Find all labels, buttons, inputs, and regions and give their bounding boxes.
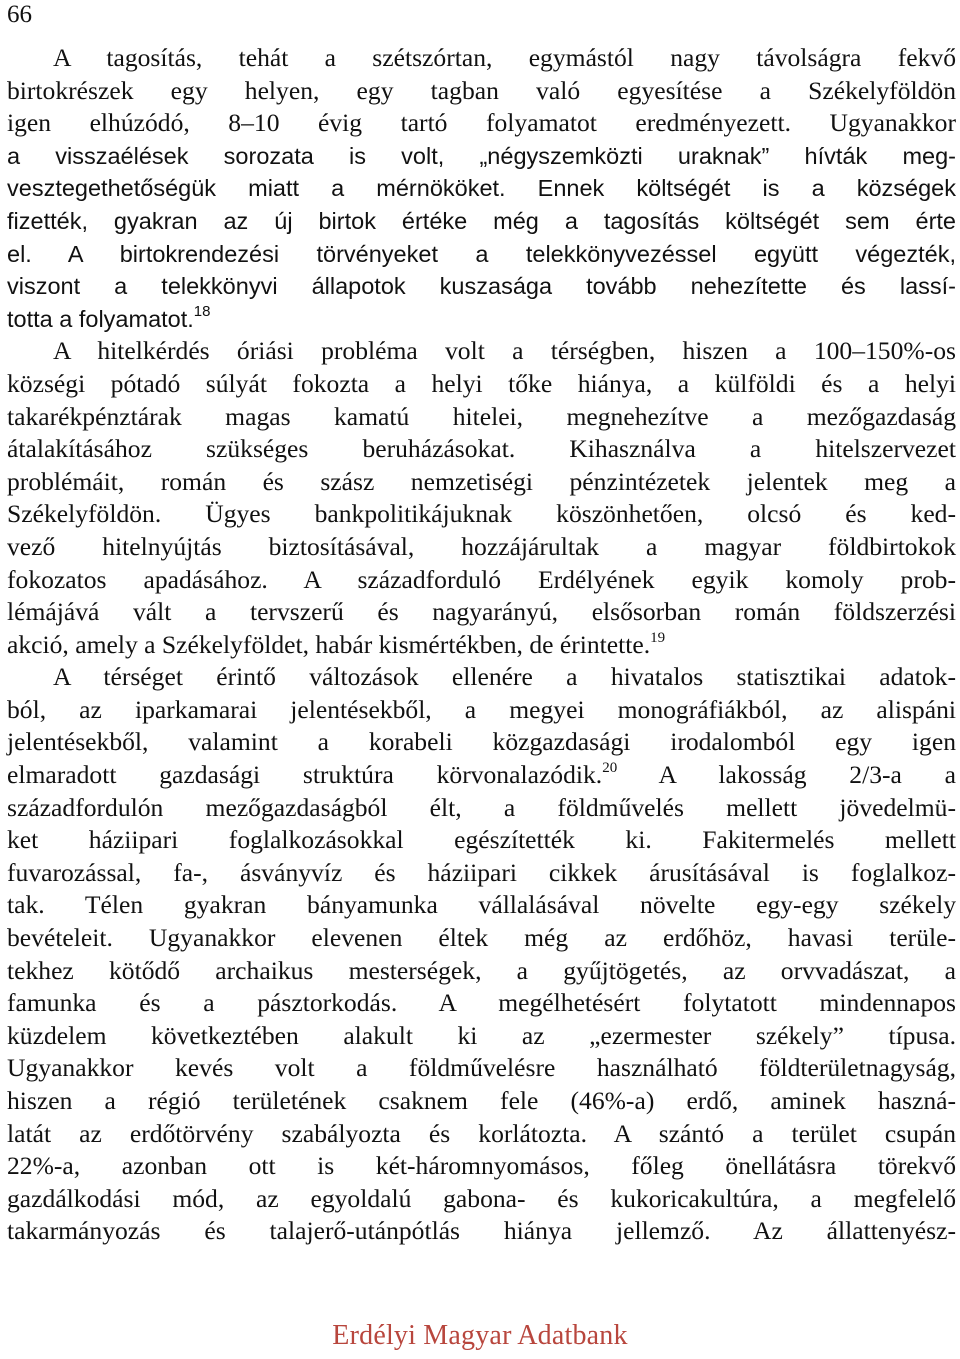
- text-line: [7, 42, 956, 75]
- line-text: famunka és a pásztorkodás. A megélhetésért folytatott mindennapos: [7, 988, 956, 1018]
- text-line: [7, 107, 956, 140]
- line-text: vező hitelnyújtás biztosításával, hozzájárultak a magyar földbirtokok: [7, 531, 956, 561]
- line-text: tekhez kötődő archaikus mesterségek, a gyűjtögetés, az orvvadászat, a: [7, 955, 956, 985]
- footnote-marker: 19: [650, 629, 666, 646]
- line-text: igen elhúzódó, 8–10 évig tartó folyamatot eredményezett. Ugyanakkor: [7, 108, 956, 138]
- line-text: Székelyföldön. Ügyes bankpolitikájuknak köszönhetően, olcsó és ked-: [7, 499, 956, 529]
- line-text: hiszen a régió területének csaknem fele (46%-a) erdő, aminek haszná-: [7, 1086, 956, 1115]
- text-line: [7, 401, 956, 434]
- text-line: [7, 1020, 956, 1053]
- line-text: el. A birtokrendezési törvényeket a telekkönyvezéssel együtt végezték,: [7, 240, 956, 267]
- page-number: 66: [7, 1, 32, 28]
- footnote-marker: 18: [193, 302, 211, 320]
- text-line: [7, 824, 956, 857]
- line-text: akció, amely a Székelyföldet, habár kismértékben, de érintette.: [7, 629, 651, 659]
- line-text: birtokrészek egy helyen, egy tagban való egyesítése a Székelyföldön: [7, 75, 956, 105]
- line-text: A hitelkérdés óriási probléma volt a térségben, hiszen a 100–150%-os: [53, 336, 956, 366]
- line-text: problémáit, román és szász nemzetiségi pénzintézetek jelentek meg a: [7, 466, 956, 496]
- text-line: [7, 172, 956, 205]
- body-text: [7, 42, 956, 1248]
- line-text: takarmányozás és talajerő-utánpótlás hiánya jellemző. Az állattenyész-: [7, 1216, 956, 1246]
- line-text: vesztegethetőségük miatt a mérnököket. Ennek költségét is a községek: [7, 175, 956, 202]
- line-text: tak. Télen gyakran bányamunka vállalásával növelte egy-egy székely: [7, 890, 956, 920]
- text-line: [7, 759, 956, 792]
- text-line: [7, 629, 956, 662]
- line-text: A tagosítás, tehát a szétszórtan, egymástól nagy távolságra fekvő: [53, 43, 956, 72]
- text-line: [7, 498, 956, 531]
- footer-watermark: Erdélyi Magyar Adatbank: [332, 1320, 628, 1351]
- line-text: küzdelem következtében alakult ki az „ezermester székely” típusa.: [7, 1020, 956, 1050]
- paragraph: [7, 335, 956, 661]
- line-text: totta a folyamatot.: [7, 305, 194, 332]
- line-text: ket háziipari foglalkozásokkal egészítették ki. Fakitermelés mellett: [7, 825, 956, 855]
- text-line: [7, 238, 956, 271]
- text-line: [7, 205, 956, 238]
- text-line: [7, 433, 956, 466]
- text-line: [7, 661, 956, 694]
- line-text: viszont a telekkönyvi állapotok kuszasága tovább nehezítette és lassí-: [7, 273, 956, 300]
- text-line: [7, 792, 956, 825]
- text-line: [7, 889, 956, 922]
- text-line: [7, 987, 956, 1020]
- paragraph: [7, 661, 956, 1248]
- line-text: takarékpénztárak magas kamatú hitelei, megnehezítve a mezőgazdaság: [7, 401, 956, 431]
- text-line: [7, 140, 956, 173]
- line-text: Ugyanakkor kevés volt a földművelésre használható földterületnagyság,: [7, 1053, 956, 1083]
- text-line: [7, 596, 956, 629]
- text-line: [7, 922, 956, 955]
- text-line: [7, 1150, 956, 1183]
- text-line: [7, 857, 956, 890]
- text-line: [7, 303, 956, 336]
- line-text: fuvarozással, fa-, ásványvíz és háziipari cikkek árusításával is foglalkoz-: [7, 857, 956, 887]
- text-line: [7, 335, 956, 368]
- line-text: községi pótadó súlyát fokozta a helyi tőke hiánya, a külföldi és a helyi: [7, 368, 956, 398]
- line-text: a visszaélések sorozata is volt, „négyszemközti uraknak” hívták meg-: [7, 142, 956, 169]
- line-text: latát az erdőtörvény szabályozta és korlátozta. A szántó a terület csupán: [7, 1118, 956, 1148]
- text-line: [7, 694, 956, 727]
- text-line: [7, 368, 956, 401]
- line-text: ból, az iparkamarai jelentésekből, a megyei monográfiákból, az alispáni: [7, 694, 956, 724]
- line-text: A térséget érintő változások ellenére a hivatalos statisztikai adatok-: [53, 662, 956, 692]
- text-line: [7, 564, 956, 597]
- line-text: fizették, gyakran az új birtok értéke még a tagosítás költségét sem érte: [7, 207, 956, 234]
- text-line: [7, 1118, 956, 1151]
- text-line: [7, 466, 956, 499]
- line-text: elmaradott gazdasági struktúra körvonalazódik.: [7, 760, 603, 790]
- line-text: átalakításához szükséges beruházásokat. Kihasználva a hitelszervezet: [7, 434, 956, 464]
- line-text: jelentésekből, valamint a korabeli közgazdasági irodalomból egy igen: [7, 727, 956, 757]
- text-line: [7, 1085, 956, 1118]
- paragraph: [7, 42, 956, 335]
- footnote-marker: 20: [602, 760, 618, 777]
- line-text: lémájává vált a tervszerű és nagyarányú, elsősorban román földszerzési: [7, 597, 956, 627]
- line-text: századfordulón mezőgazdaságból élt, a földművelés mellett jövedelmü-: [7, 792, 956, 822]
- text-line: [7, 1052, 956, 1085]
- line-text-after-footnote: A lakosság 2/3-a a: [617, 760, 956, 790]
- text-line: [7, 1215, 956, 1248]
- line-text: 22%-a, azonban ott is két-háromnyomásos, főleg önellátásra törekvő: [7, 1151, 956, 1181]
- text-line: [7, 531, 956, 564]
- text-line: [7, 270, 956, 303]
- line-text: bevételeit. Ugyanakkor elevenen éltek még az erdőhöz, havasi terüle-: [7, 923, 956, 953]
- line-text: gazdálkodási mód, az egyoldalú gabona- és kukoricakultúra, a megfelelő: [7, 1183, 956, 1213]
- text-line: [7, 75, 956, 108]
- text-line: [7, 955, 956, 988]
- text-line: [7, 1183, 956, 1216]
- line-text: fokozatos apadásához. A századforduló Erdélyének egyik komoly prob-: [7, 564, 956, 594]
- text-line: [7, 726, 956, 759]
